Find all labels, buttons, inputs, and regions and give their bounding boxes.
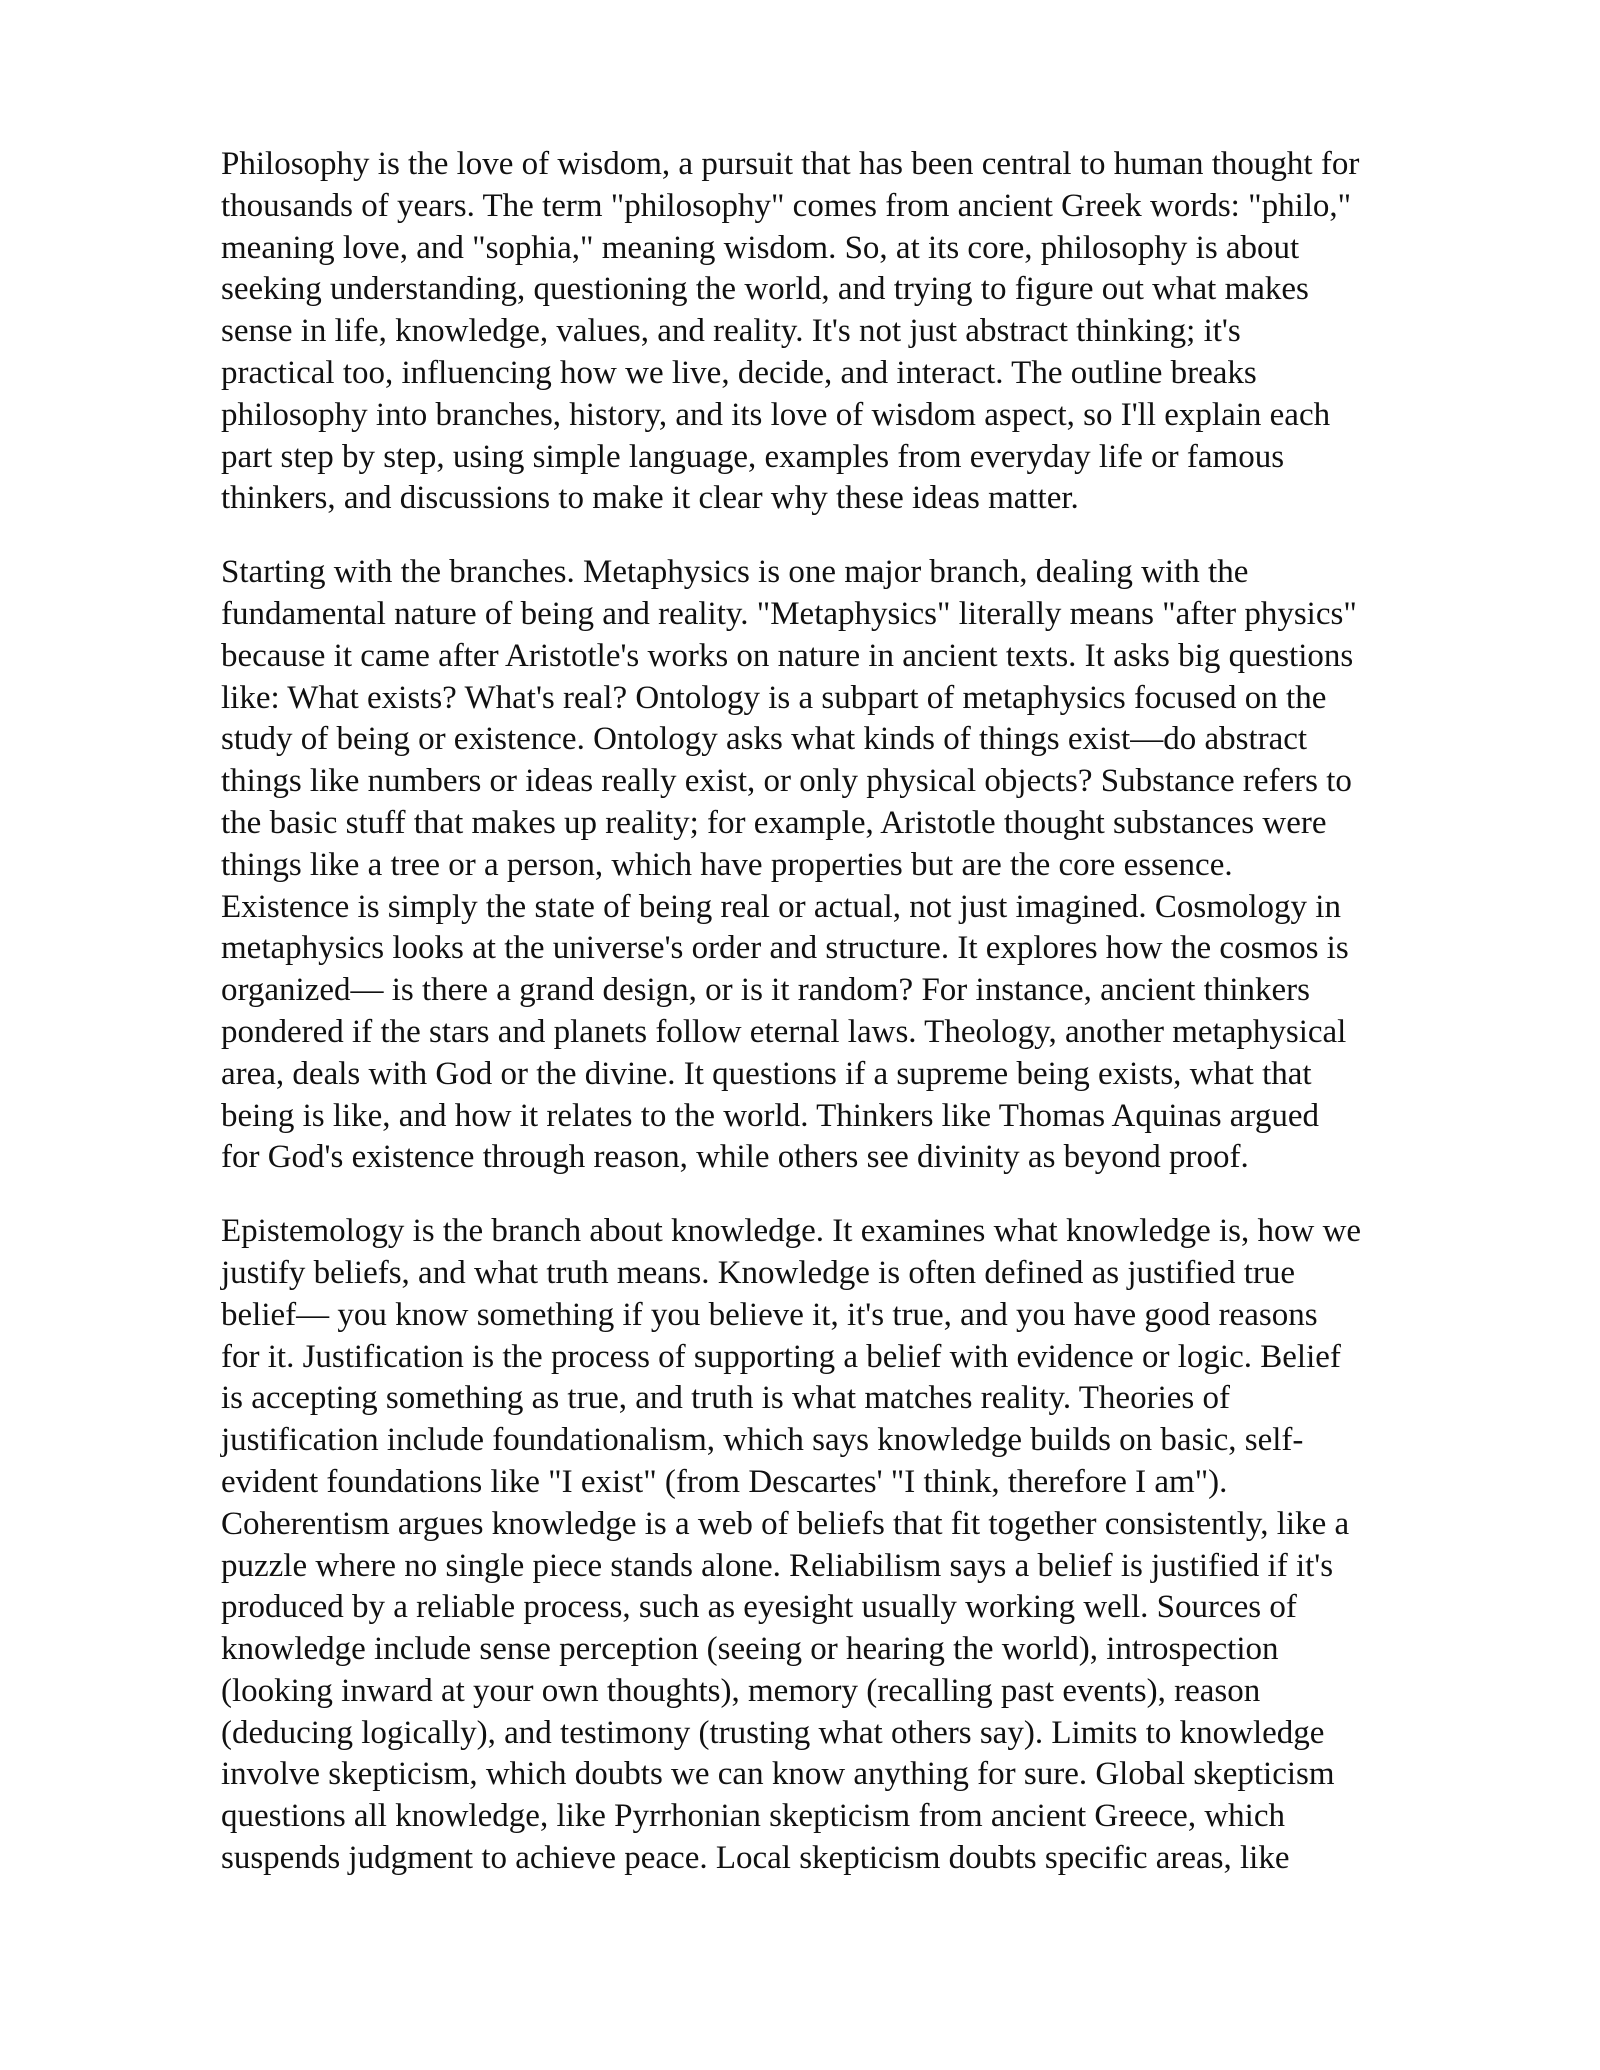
paragraph-metaphysics [221, 552, 1483, 1179]
text-line: study of being or existence. Ontology asks what kinds of things exist—do abstract [221, 721, 1308, 758]
text-line: for God's existence through reason, while others see divinity as beyond proof. [221, 1139, 1249, 1176]
text-line: Epistemology is the branch about knowledge. It examines what knowledge is, how we [221, 1213, 1362, 1250]
text-line: evident foundations like "I exist" (from Descartes' "I think, therefore I am"). [221, 1463, 1228, 1500]
text-line: because it came after Aristotle's works on nature in ancient texts. It asks big questions [221, 637, 1354, 674]
text-line: area, deals with God or the divine. It questions if a supreme being exists, what that [221, 1055, 1312, 1092]
text-line: produced by a reliable process, such as eyesight usually working well. Sources of [221, 1589, 1297, 1626]
text-line: pondered if the stars and planets follow eternal laws. Theology, another metaphysical [221, 1013, 1347, 1050]
text-line: thousands of years. The term "philosophy" comes from ancient Greek words: "philo," [221, 187, 1352, 224]
text-line: justification include foundationalism, which says knowledge builds on basic, self- [221, 1422, 1304, 1459]
text-line: knowledge include sense perception (seeing or hearing the world), introspection [221, 1631, 1279, 1668]
text-line: meaning love, and "sophia," meaning wisdom. So, at its core, philosophy is about [221, 229, 1300, 266]
text-line: belief— you know something if you believe it, it's true, and you have good reasons [221, 1296, 1318, 1333]
text-line: metaphysics looks at the universe's order and structure. It explores how the cosmos is [221, 930, 1349, 967]
text-line: involve skepticism, which doubts we can know anything for sure. Global skepticism [221, 1756, 1335, 1793]
text-line: Existence is simply the state of being real or actual, not just imagined. Cosmology in [221, 888, 1341, 925]
text-line: philosophy into branches, history, and its love of wisdom aspect, so I'll explain each [221, 396, 1331, 433]
text-line: (looking inward at your own thoughts), memory (recalling past events), reason [221, 1672, 1261, 1709]
text-line: questions all knowledge, like Pyrrhonian skepticism from ancient Greece, which [221, 1798, 1285, 1835]
text-line: things like a tree or a person, which have properties but are the core essence. [221, 846, 1233, 883]
text-line: sense in life, knowledge, values, and reality. It's not just abstract thinking; it's [221, 313, 1241, 350]
text-line: seeking understanding, questioning the world, and trying to figure out what makes [221, 271, 1309, 308]
body-text [221, 144, 1483, 1912]
text-line: suspends judgment to achieve peace. Local skepticism doubts specific areas, like [221, 1840, 1290, 1877]
text-line: being is like, and how it relates to the world. Thinkers like Thomas Aquinas argued [221, 1097, 1319, 1134]
paragraph-epistemology [221, 1211, 1483, 1880]
paragraph-intro [221, 144, 1483, 520]
text-line: part step by step, using simple language, examples from everyday life or famous [221, 438, 1285, 475]
text-line: for it. Justification is the process of supporting a belief with evidence or logic. Belief [221, 1338, 1341, 1375]
text-line: is accepting something as true, and truth is what matches reality. Theories of [221, 1380, 1230, 1417]
text-line: (deducing logically), and testimony (trusting what others say). Limits to knowledge [221, 1714, 1325, 1751]
text-line: like: What exists? What's real? Ontology is a subpart of metaphysics focused on the [221, 679, 1327, 716]
text-line: thinkers, and discussions to make it clear why these ideas matter. [221, 480, 1079, 517]
text-line: Philosophy is the love of wisdom, a pursuit that has been central to human thought for [221, 146, 1360, 182]
text-line: Starting with the branches. Metaphysics is one major branch, dealing with the [221, 554, 1249, 591]
text-line: justify beliefs, and what truth means. Knowledge is often defined as justified true [221, 1254, 1296, 1291]
text-line: puzzle where no single piece stands alone. Reliabilism says a belief is justified if it's [221, 1547, 1334, 1584]
text-line: fundamental nature of being and reality. "Metaphysics" literally means "after physics" [221, 595, 1357, 632]
text-line: the basic stuff that makes up reality; for example, Aristotle thought substances were [221, 804, 1327, 841]
text-line: things like numbers or ideas really exist, or only physical objects? Substance refers to [221, 763, 1352, 800]
text-line: practical too, influencing how we live, decide, and interact. The outline breaks [221, 354, 1257, 391]
text-line: Coherentism argues knowledge is a web of beliefs that fit together consistently, like a [221, 1505, 1350, 1542]
text-line: organized— is there a grand design, or is it random? For instance, ancient thinkers [221, 972, 1310, 1009]
